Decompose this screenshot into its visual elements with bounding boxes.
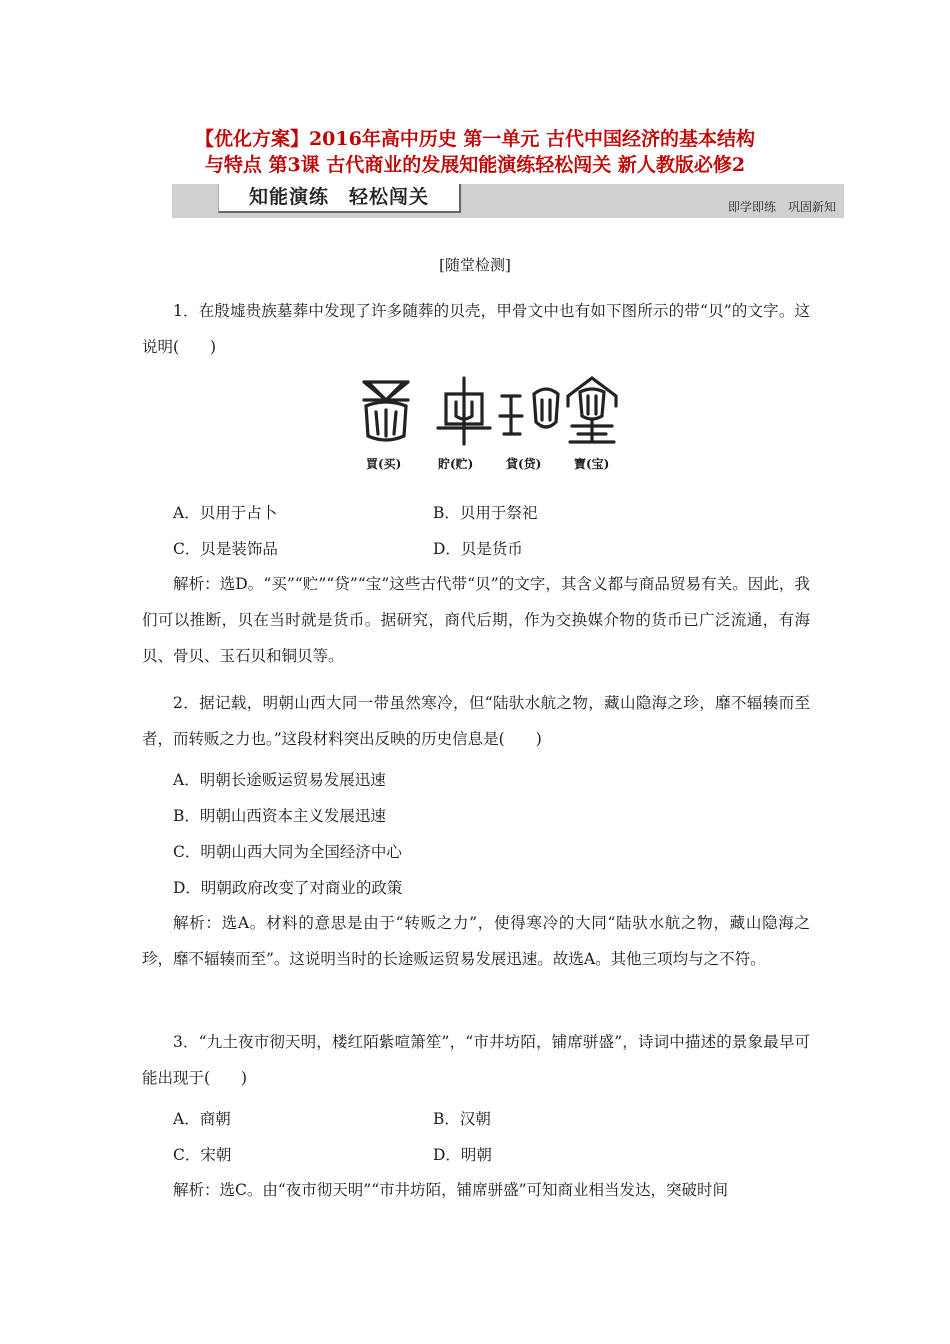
banner-tagline: 即学即练 巩固新知	[727, 200, 836, 214]
section-heading: [随堂检测]	[439, 256, 511, 274]
figure-label-zhu: 貯(贮)	[438, 457, 474, 471]
oracle-glyph-zhu	[434, 376, 494, 446]
q2-option-b: B．明朝山西资本主义发展迅速	[173, 807, 386, 825]
q2-option-d: D．明朝政府改变了对商业的政策	[173, 879, 403, 897]
q2-option-c: C．明朝山西大同为全国经济中心	[173, 843, 402, 861]
oracle-glyph-mai	[356, 376, 416, 446]
document-title-line-2: 与特点 第3课 古代商业的发展知能演练轻松闯关 新人教版必修2	[204, 154, 746, 176]
q1-option-c: C．贝是装饰品	[173, 540, 278, 558]
oracle-glyph-dai	[496, 376, 566, 446]
question-2-stem: 2．据记载，明朝山西大同一带虽然寒冷，但“陆驮水航之物，藏山隐海之珍，靡不辐辏而至者，而转贩之力也。”这段材料突出反映的历史信息是( )	[142, 694, 810, 748]
q2-option-a: A．明朝长途贩运贸易发展迅速	[173, 771, 386, 789]
q3-option-b: B．汉朝	[433, 1110, 491, 1128]
oracle-glyph-bao	[562, 376, 622, 446]
question-3-stem: 3．“九土夜市彻天明，楼红陌紫喧箫笙”，“市井坊陌，铺席骈盛”，诗词中描述的景象最早可能出现于( )	[142, 1033, 810, 1087]
q1-option-a: A．贝用于占卜	[173, 504, 278, 522]
q3-option-c: C．宋朝	[173, 1146, 232, 1164]
oracle-bone-figure	[356, 376, 626, 471]
q1-option-d: D．贝是货币	[433, 540, 523, 558]
question-1-analysis: 解析：选D。“买”“贮”“贷”“宝”这些古代带“贝”的文字，其含义都与商品贸易有关。因此，我们可以推断，贝在当时就是货币。据研究，商代后期，作为交换媒介物的货币已广泛流通，有海贝、骨贝、玉石贝和铜贝等。	[142, 575, 810, 665]
question-1-stem: 1．在殷墟贵族墓葬中发现了许多随葬的贝壳，甲骨文中也有如下图所示的带“贝”的文字。这说明( )	[142, 302, 810, 356]
q3-option-a: A．商朝	[173, 1110, 231, 1128]
section-banner	[172, 184, 844, 218]
question-2-analysis: 解析：选A。材料的意思是由于“转贩之力”，使得寒冷的大同“陆驮水航之物，藏山隐海之珍，靡不辐辏而至”。这说明当时的长途贩运贸易发展迅速。故选A。其他三项均与之不符。	[142, 914, 810, 968]
q1-option-b: B．贝用于祭祀	[433, 504, 538, 522]
document-title	[110, 126, 840, 178]
figure-label-bao: 寶(宝)	[574, 457, 610, 471]
figure-label-mai: 買(买)	[366, 457, 402, 471]
question-3-analysis: 解析：选C。由“夜市彻天明”“市井坊陌，铺席骈盛”可知商业相当发达，突破时间	[173, 1181, 729, 1199]
document-title-line-1: 【优化方案】2016年高中历史 第一单元 古代中国经济的基本结构	[194, 128, 756, 150]
q3-option-d: D．明朝	[433, 1146, 492, 1164]
banner-label: 知能演练 轻松闯关	[218, 184, 461, 213]
figure-label-dai: 貸(贷)	[506, 457, 542, 471]
